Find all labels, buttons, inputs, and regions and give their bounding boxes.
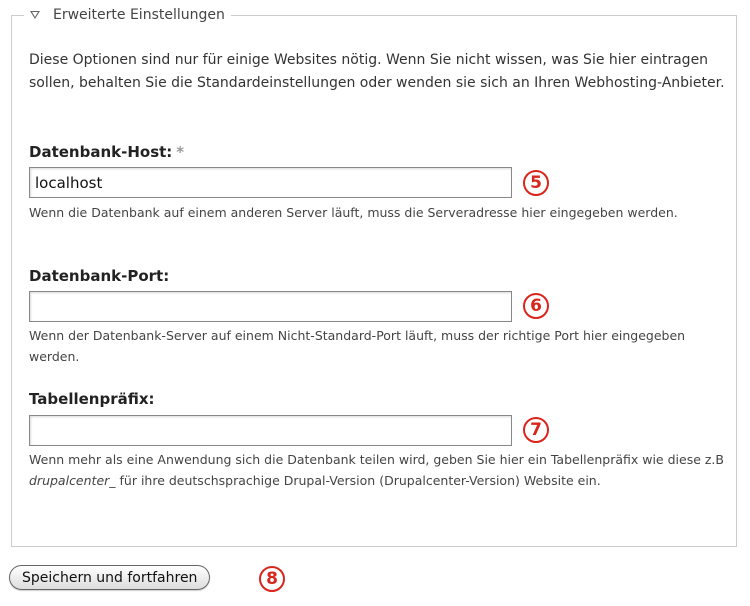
callout-badge-6: 6 [523, 293, 549, 319]
table-prefix-description [29, 449, 729, 491]
callout-badge-5: 5 [523, 170, 549, 196]
table-prefix-description-start: Wenn mehr als eine Anwendung sich die Datenbank teilen wird, geben Sie hier ein Tabellenpräfix wie diese z.B [29, 452, 724, 467]
table-prefix-example: drupalcenter_ [29, 473, 116, 488]
table-prefix-description-end: für ihre deutschsprachige Drupal-Version (Drupalcenter-Version) Website ein. [115, 473, 601, 488]
collapse-triangle-icon[interactable] [30, 11, 40, 19]
table-prefix-input[interactable] [29, 415, 512, 446]
fieldset-intro-text: Diese Optionen sind nur für einige Websites nötig. Wenn Sie nicht wissen, was Sie hier eintragen sollen, behalten Sie die Standardeinstellungen oder wenden sie sich an Ihren Webhosting-Anbieter. [29, 52, 725, 91]
advanced-settings-fieldset [11, 7, 737, 547]
db-port-label [29, 267, 169, 285]
db-port-description: Wenn der Datenbank-Server auf einem Nicht-Standard-Port läuft, muss der richtige Port hier eingegeben werden. [29, 328, 686, 364]
db-port-input[interactable] [29, 291, 512, 322]
fieldset-legend-label[interactable]: Erweiterte Einstellungen [53, 7, 225, 23]
save-and-continue-button[interactable]: Speichern und fortfahren [9, 565, 210, 590]
required-marker: * [176, 143, 185, 161]
db-port-label-text: Datenbank-Port: [29, 267, 170, 285]
table-prefix-label [29, 390, 155, 408]
callout-badge-8: 8 [259, 566, 285, 592]
db-host-input[interactable] [29, 167, 512, 198]
db-host-label [29, 143, 184, 161]
fieldset-legend[interactable] [24, 6, 231, 24]
callout-badge-7: 7 [523, 417, 549, 443]
table-prefix-label-text: Tabellenpräfix: [29, 390, 155, 408]
db-host-label-text: Datenbank-Host: [29, 143, 173, 161]
db-host-description: Wenn die Datenbank auf einem anderen Server läuft, muss die Serveradresse hier eingegeben werden. [29, 205, 678, 220]
